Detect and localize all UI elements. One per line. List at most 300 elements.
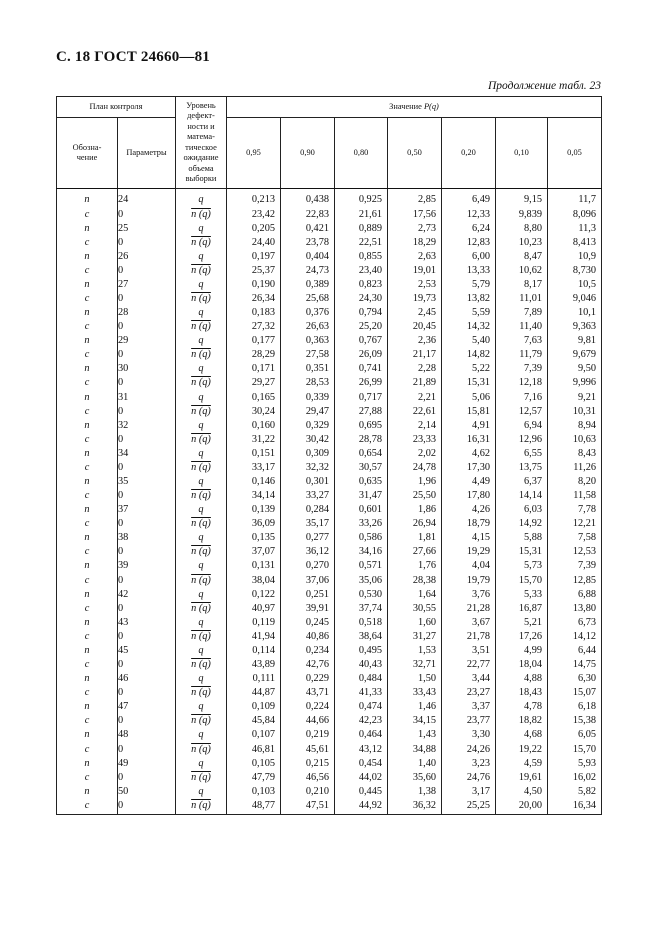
cell-value: 41,94 [227, 629, 281, 643]
cell-level [176, 418, 227, 432]
cell-level [176, 503, 227, 517]
cell-value: 0,518 [335, 615, 388, 629]
cell-level [176, 320, 227, 334]
cell-value: 0,109 [227, 700, 281, 714]
level-symbol: q [198, 222, 204, 234]
cell-designation: n [57, 643, 118, 657]
cell-value: 0,339 [281, 390, 335, 404]
cell-value: 19,73 [388, 291, 442, 305]
cell-value: 35,17 [281, 517, 335, 531]
cell-parameter: 0 [118, 404, 176, 418]
cell-value: 4,62 [442, 446, 496, 460]
cell-level [176, 348, 227, 362]
cell-value: 0,114 [227, 643, 281, 657]
cell-parameter: 32 [118, 418, 176, 432]
cell-designation: n [57, 277, 118, 291]
cell-value: 23,77 [442, 714, 496, 728]
cell-value: 7,63 [496, 334, 548, 348]
cell-value: 0,183 [227, 306, 281, 320]
page-header: С. 18 ГОСТ 24660—81 [56, 49, 210, 65]
cell-value: 0,190 [227, 277, 281, 291]
cell-value: 43,89 [227, 658, 281, 672]
cell-parameter: 0 [118, 235, 176, 249]
cell-value: 6,18 [548, 700, 602, 714]
cell-value: 10,63 [548, 432, 602, 446]
cell-level [176, 189, 227, 208]
cell-value: 17,26 [496, 629, 548, 643]
cell-level [176, 376, 227, 390]
cell-value: 0,635 [335, 474, 388, 488]
cell-value: 14,12 [548, 629, 602, 643]
cell-value: 0,210 [281, 784, 335, 798]
cell-designation: n [57, 756, 118, 770]
header-line: Обозна- [72, 142, 102, 152]
cell-value: 11,58 [548, 489, 602, 503]
level-symbol: q [198, 701, 204, 713]
cell-parameter: 37 [118, 503, 176, 517]
cell-value: 29,27 [227, 376, 281, 390]
cell-value: 44,92 [335, 798, 388, 815]
cell-designation: n [57, 474, 118, 488]
cell-value: 0,741 [335, 362, 388, 376]
cell-value: 0,277 [281, 531, 335, 545]
table-row [57, 221, 602, 235]
cell-value: 24,78 [388, 460, 442, 474]
cell-value: 13,75 [496, 460, 548, 474]
cell-value: 0,165 [227, 390, 281, 404]
cell-level [176, 517, 227, 531]
cell-value: 24,30 [335, 291, 388, 305]
cell-value: 17,80 [442, 489, 496, 503]
level-symbol: q [198, 250, 204, 262]
cell-value: 30,55 [388, 601, 442, 615]
cell-value: 4,49 [442, 474, 496, 488]
cell-value: 15,38 [548, 714, 602, 728]
table-row [57, 629, 602, 643]
cell-value: 0,131 [227, 559, 281, 573]
cell-designation: c [57, 798, 118, 815]
cell-value: 7,39 [496, 362, 548, 376]
cell-value: 11,40 [496, 320, 548, 334]
cell-parameter: 49 [118, 756, 176, 770]
cell-value: 4,99 [496, 643, 548, 657]
cell-value: 15,07 [548, 686, 602, 700]
cell-value: 0,105 [227, 756, 281, 770]
cell-designation: c [57, 263, 118, 277]
cell-value: 24,76 [442, 770, 496, 784]
cell-value: 23,42 [227, 207, 281, 221]
cell-value: 5,06 [442, 390, 496, 404]
cell-designation: c [57, 404, 118, 418]
level-symbol: n (q) [191, 293, 211, 304]
cell-value: 5,82 [548, 784, 602, 798]
cell-value: 0,234 [281, 643, 335, 657]
cell-parameter: 27 [118, 277, 176, 291]
cell-parameter: 48 [118, 728, 176, 742]
cell-value: 10,31 [548, 404, 602, 418]
cell-parameter: 35 [118, 474, 176, 488]
cell-value: 26,94 [388, 517, 442, 531]
cell-level [176, 686, 227, 700]
level-symbol: n (q) [191, 490, 211, 502]
level-symbol: q [198, 447, 204, 459]
cell-value: 1,96 [388, 474, 442, 488]
level-symbol: n (q) [191, 321, 211, 333]
cell-value: 26,99 [335, 376, 388, 390]
table-row [57, 658, 602, 672]
cell-value: 6,88 [548, 587, 602, 601]
cell-value: 19,61 [496, 770, 548, 784]
cell-value: 0,823 [335, 277, 388, 291]
cell-designation: c [57, 291, 118, 305]
level-symbol: n (q) [191, 377, 211, 389]
cell-value: 30,57 [335, 460, 388, 474]
cell-value: 0,119 [227, 615, 281, 629]
cell-level [176, 263, 227, 277]
cell-designation: n [57, 306, 118, 320]
cell-value: 22,51 [335, 235, 388, 249]
cell-value: 1,43 [388, 728, 442, 742]
cell-value: 10,5 [548, 277, 602, 291]
level-symbol: n (q) [191, 743, 211, 755]
cell-value: 0,601 [335, 503, 388, 517]
cell-parameter: 38 [118, 531, 176, 545]
cell-value: 7,39 [548, 559, 602, 573]
cell-value: 0,215 [281, 756, 335, 770]
cell-value: 4,04 [442, 559, 496, 573]
cell-parameter: 31 [118, 390, 176, 404]
cell-value: 24,26 [442, 742, 496, 756]
level-symbol: n (q) [191, 518, 211, 530]
cell-value: 9,50 [548, 362, 602, 376]
cell-value: 19,01 [388, 263, 442, 277]
cell-value: 25,37 [227, 263, 281, 277]
cell-value: 0,586 [335, 531, 388, 545]
table-row [57, 334, 602, 348]
cell-value: 6,94 [496, 418, 548, 432]
cell-value: 2,36 [388, 334, 442, 348]
cell-value: 8,94 [548, 418, 602, 432]
table-row [57, 573, 602, 587]
cell-designation: c [57, 545, 118, 559]
cell-value: 3,23 [442, 756, 496, 770]
cell-designation: c [57, 714, 118, 728]
cell-level [176, 306, 227, 320]
cell-value: 33,17 [227, 460, 281, 474]
cell-value: 16,87 [496, 601, 548, 615]
cell-value: 26,09 [335, 348, 388, 362]
cell-value: 36,09 [227, 517, 281, 531]
cell-value: 16,34 [548, 798, 602, 815]
cell-designation: n [57, 672, 118, 686]
cell-value: 14,82 [442, 348, 496, 362]
cell-value: 20,00 [496, 798, 548, 815]
cell-value: 27,88 [335, 404, 388, 418]
cell-level [176, 432, 227, 446]
cell-value: 3,37 [442, 700, 496, 714]
cell-value: 3,67 [442, 615, 496, 629]
header-line: дефект- [187, 111, 215, 120]
table-row [57, 503, 602, 517]
header-value-prefix: Значение [389, 101, 424, 111]
cell-value: 2,73 [388, 221, 442, 235]
cell-value: 16,31 [442, 432, 496, 446]
cell-designation: n [57, 362, 118, 376]
cell-value: 35,06 [335, 573, 388, 587]
level-symbol: n (q) [191, 659, 211, 671]
cell-value: 44,02 [335, 770, 388, 784]
level-symbol: n (q) [191, 405, 211, 417]
cell-parameter: 28 [118, 306, 176, 320]
cell-value: 42,76 [281, 658, 335, 672]
cell-value: 0,889 [335, 221, 388, 235]
cell-value: 11,79 [496, 348, 548, 362]
table-continuation-label: Продолжение табл. 23 [488, 80, 601, 92]
cell-value: 13,33 [442, 263, 496, 277]
cell-value: 4,15 [442, 531, 496, 545]
cell-value: 10,23 [496, 235, 548, 249]
cell-value: 0,925 [335, 189, 388, 208]
cell-parameter: 0 [118, 432, 176, 446]
cell-value: 2,85 [388, 189, 442, 208]
cell-value: 46,81 [227, 742, 281, 756]
cell-value: 6,44 [548, 643, 602, 657]
cell-value: 2,63 [388, 249, 442, 263]
cell-value: 1,53 [388, 643, 442, 657]
cell-value: 0,205 [227, 221, 281, 235]
cell-value: 6,24 [442, 221, 496, 235]
cell-level [176, 700, 227, 714]
level-symbol: q [198, 785, 204, 797]
cell-value: 0,160 [227, 418, 281, 432]
cell-level [176, 460, 227, 474]
cell-value: 47,51 [281, 798, 335, 815]
cell-value: 8,80 [496, 221, 548, 235]
cell-parameter: 0 [118, 770, 176, 784]
cell-level [176, 615, 227, 629]
level-symbol: q [198, 391, 204, 403]
cell-designation: n [57, 503, 118, 517]
cell-level [176, 277, 227, 291]
cell-value: 6,05 [548, 728, 602, 742]
cell-value: 3,17 [442, 784, 496, 798]
cell-value: 4,50 [496, 784, 548, 798]
cell-value: 25,20 [335, 320, 388, 334]
cell-value: 6,37 [496, 474, 548, 488]
cell-value: 37,06 [281, 573, 335, 587]
cell-value: 23,78 [281, 235, 335, 249]
cell-level [176, 756, 227, 770]
cell-value: 6,73 [548, 615, 602, 629]
cell-parameter: 0 [118, 489, 176, 503]
table-row [57, 686, 602, 700]
cell-value: 8,43 [548, 446, 602, 460]
cell-value: 24,73 [281, 263, 335, 277]
cell-value: 29,47 [281, 404, 335, 418]
table-body [57, 189, 602, 815]
cell-value: 4,26 [442, 503, 496, 517]
cell-value: 18,29 [388, 235, 442, 249]
cell-value: 6,49 [442, 189, 496, 208]
cell-level [176, 770, 227, 784]
cell-value: 0,855 [335, 249, 388, 263]
level-symbol: n (q) [191, 208, 211, 220]
cell-parameter: 0 [118, 629, 176, 643]
level-symbol: n (q) [191, 349, 211, 361]
cell-value: 34,88 [388, 742, 442, 756]
cell-level [176, 474, 227, 488]
cell-level [176, 714, 227, 728]
cell-parameter: 0 [118, 207, 176, 221]
cell-value: 28,53 [281, 376, 335, 390]
cell-parameter: 39 [118, 559, 176, 573]
cell-level [176, 587, 227, 601]
cell-designation: n [57, 728, 118, 742]
cell-designation: c [57, 573, 118, 587]
level-symbol: q [198, 729, 204, 741]
cell-value: 45,84 [227, 714, 281, 728]
cell-parameter: 0 [118, 573, 176, 587]
cell-value: 1,38 [388, 784, 442, 798]
cell-value: 12,18 [496, 376, 548, 390]
table-row [57, 249, 602, 263]
cell-value: 18,04 [496, 658, 548, 672]
cell-value: 34,14 [227, 489, 281, 503]
level-symbol: q [198, 476, 204, 488]
cell-value: 0,284 [281, 503, 335, 517]
table-row [57, 700, 602, 714]
table-row [57, 742, 602, 756]
cell-designation: n [57, 189, 118, 208]
cell-value: 4,59 [496, 756, 548, 770]
header-p-level: 0,20 [442, 118, 496, 189]
cell-value: 1,76 [388, 559, 442, 573]
cell-value: 12,53 [548, 545, 602, 559]
cell-parameter: 46 [118, 672, 176, 686]
header-line: объема [188, 163, 214, 173]
header-line: чение [76, 153, 98, 162]
cell-value: 40,86 [281, 629, 335, 643]
cell-value: 21,61 [335, 207, 388, 221]
cell-designation: n [57, 559, 118, 573]
cell-value: 42,23 [335, 714, 388, 728]
cell-level [176, 531, 227, 545]
cell-value: 0,445 [335, 784, 388, 798]
cell-value: 0,530 [335, 587, 388, 601]
cell-value: 5,33 [496, 587, 548, 601]
table-row [57, 559, 602, 573]
cell-value: 8,17 [496, 277, 548, 291]
cell-value: 0,484 [335, 672, 388, 686]
table-row [57, 235, 602, 249]
cell-value: 3,44 [442, 672, 496, 686]
cell-value: 0,146 [227, 474, 281, 488]
header-designation [57, 118, 118, 189]
cell-value: 0,219 [281, 728, 335, 742]
cell-parameter: 0 [118, 291, 176, 305]
cell-value: 0,438 [281, 189, 335, 208]
cell-value: 41,33 [335, 686, 388, 700]
cell-value: 40,43 [335, 658, 388, 672]
cell-level [176, 559, 227, 573]
cell-value: 0,389 [281, 277, 335, 291]
level-symbol: n (q) [191, 546, 211, 558]
cell-value: 32,32 [281, 460, 335, 474]
table-row [57, 362, 602, 376]
cell-value: 36,32 [388, 798, 442, 815]
cell-value: 10,62 [496, 263, 548, 277]
cell-value: 22,61 [388, 404, 442, 418]
cell-value: 21,17 [388, 348, 442, 362]
cell-value: 2,21 [388, 390, 442, 404]
cell-value: 20,45 [388, 320, 442, 334]
sampling-plan-table [56, 96, 602, 815]
cell-value: 27,58 [281, 348, 335, 362]
cell-value: 0,571 [335, 559, 388, 573]
cell-value: 47,79 [227, 770, 281, 784]
cell-designation: c [57, 629, 118, 643]
table-row [57, 446, 602, 460]
cell-value: 12,85 [548, 573, 602, 587]
table-row [57, 306, 602, 320]
cell-level [176, 334, 227, 348]
cell-value: 19,29 [442, 545, 496, 559]
table-row [57, 460, 602, 474]
cell-value: 43,71 [281, 686, 335, 700]
cell-value: 0,351 [281, 362, 335, 376]
cell-value: 0,404 [281, 249, 335, 263]
header-p-level: 0,50 [388, 118, 442, 189]
table-row [57, 348, 602, 362]
level-symbol: n (q) [191, 687, 211, 699]
cell-value: 10,1 [548, 306, 602, 320]
cell-parameter: 24 [118, 189, 176, 208]
cell-value: 25,68 [281, 291, 335, 305]
header-p-level: 0,05 [548, 118, 602, 189]
cell-designation: c [57, 376, 118, 390]
cell-value: 15,70 [496, 573, 548, 587]
cell-designation: n [57, 334, 118, 348]
table-row [57, 390, 602, 404]
cell-value: 34,16 [335, 545, 388, 559]
cell-designation: n [57, 587, 118, 601]
cell-value: 12,96 [496, 432, 548, 446]
cell-value: 40,97 [227, 601, 281, 615]
cell-designation: n [57, 390, 118, 404]
cell-value: 15,31 [496, 545, 548, 559]
cell-value: 3,30 [442, 728, 496, 742]
cell-parameter: 0 [118, 460, 176, 474]
cell-value: 0,767 [335, 334, 388, 348]
cell-level [176, 446, 227, 460]
cell-parameter: 26 [118, 249, 176, 263]
cell-value: 15,81 [442, 404, 496, 418]
cell-value: 28,29 [227, 348, 281, 362]
cell-value: 38,04 [227, 573, 281, 587]
cell-value: 5,93 [548, 756, 602, 770]
cell-designation: n [57, 446, 118, 460]
cell-level [176, 545, 227, 559]
cell-level [176, 390, 227, 404]
cell-value: 0,376 [281, 306, 335, 320]
cell-parameter: 0 [118, 376, 176, 390]
cell-value: 0,301 [281, 474, 335, 488]
cell-level [176, 784, 227, 798]
cell-value: 19,22 [496, 742, 548, 756]
cell-designation: c [57, 432, 118, 446]
header-defect-level [176, 97, 227, 189]
cell-value: 2,02 [388, 446, 442, 460]
